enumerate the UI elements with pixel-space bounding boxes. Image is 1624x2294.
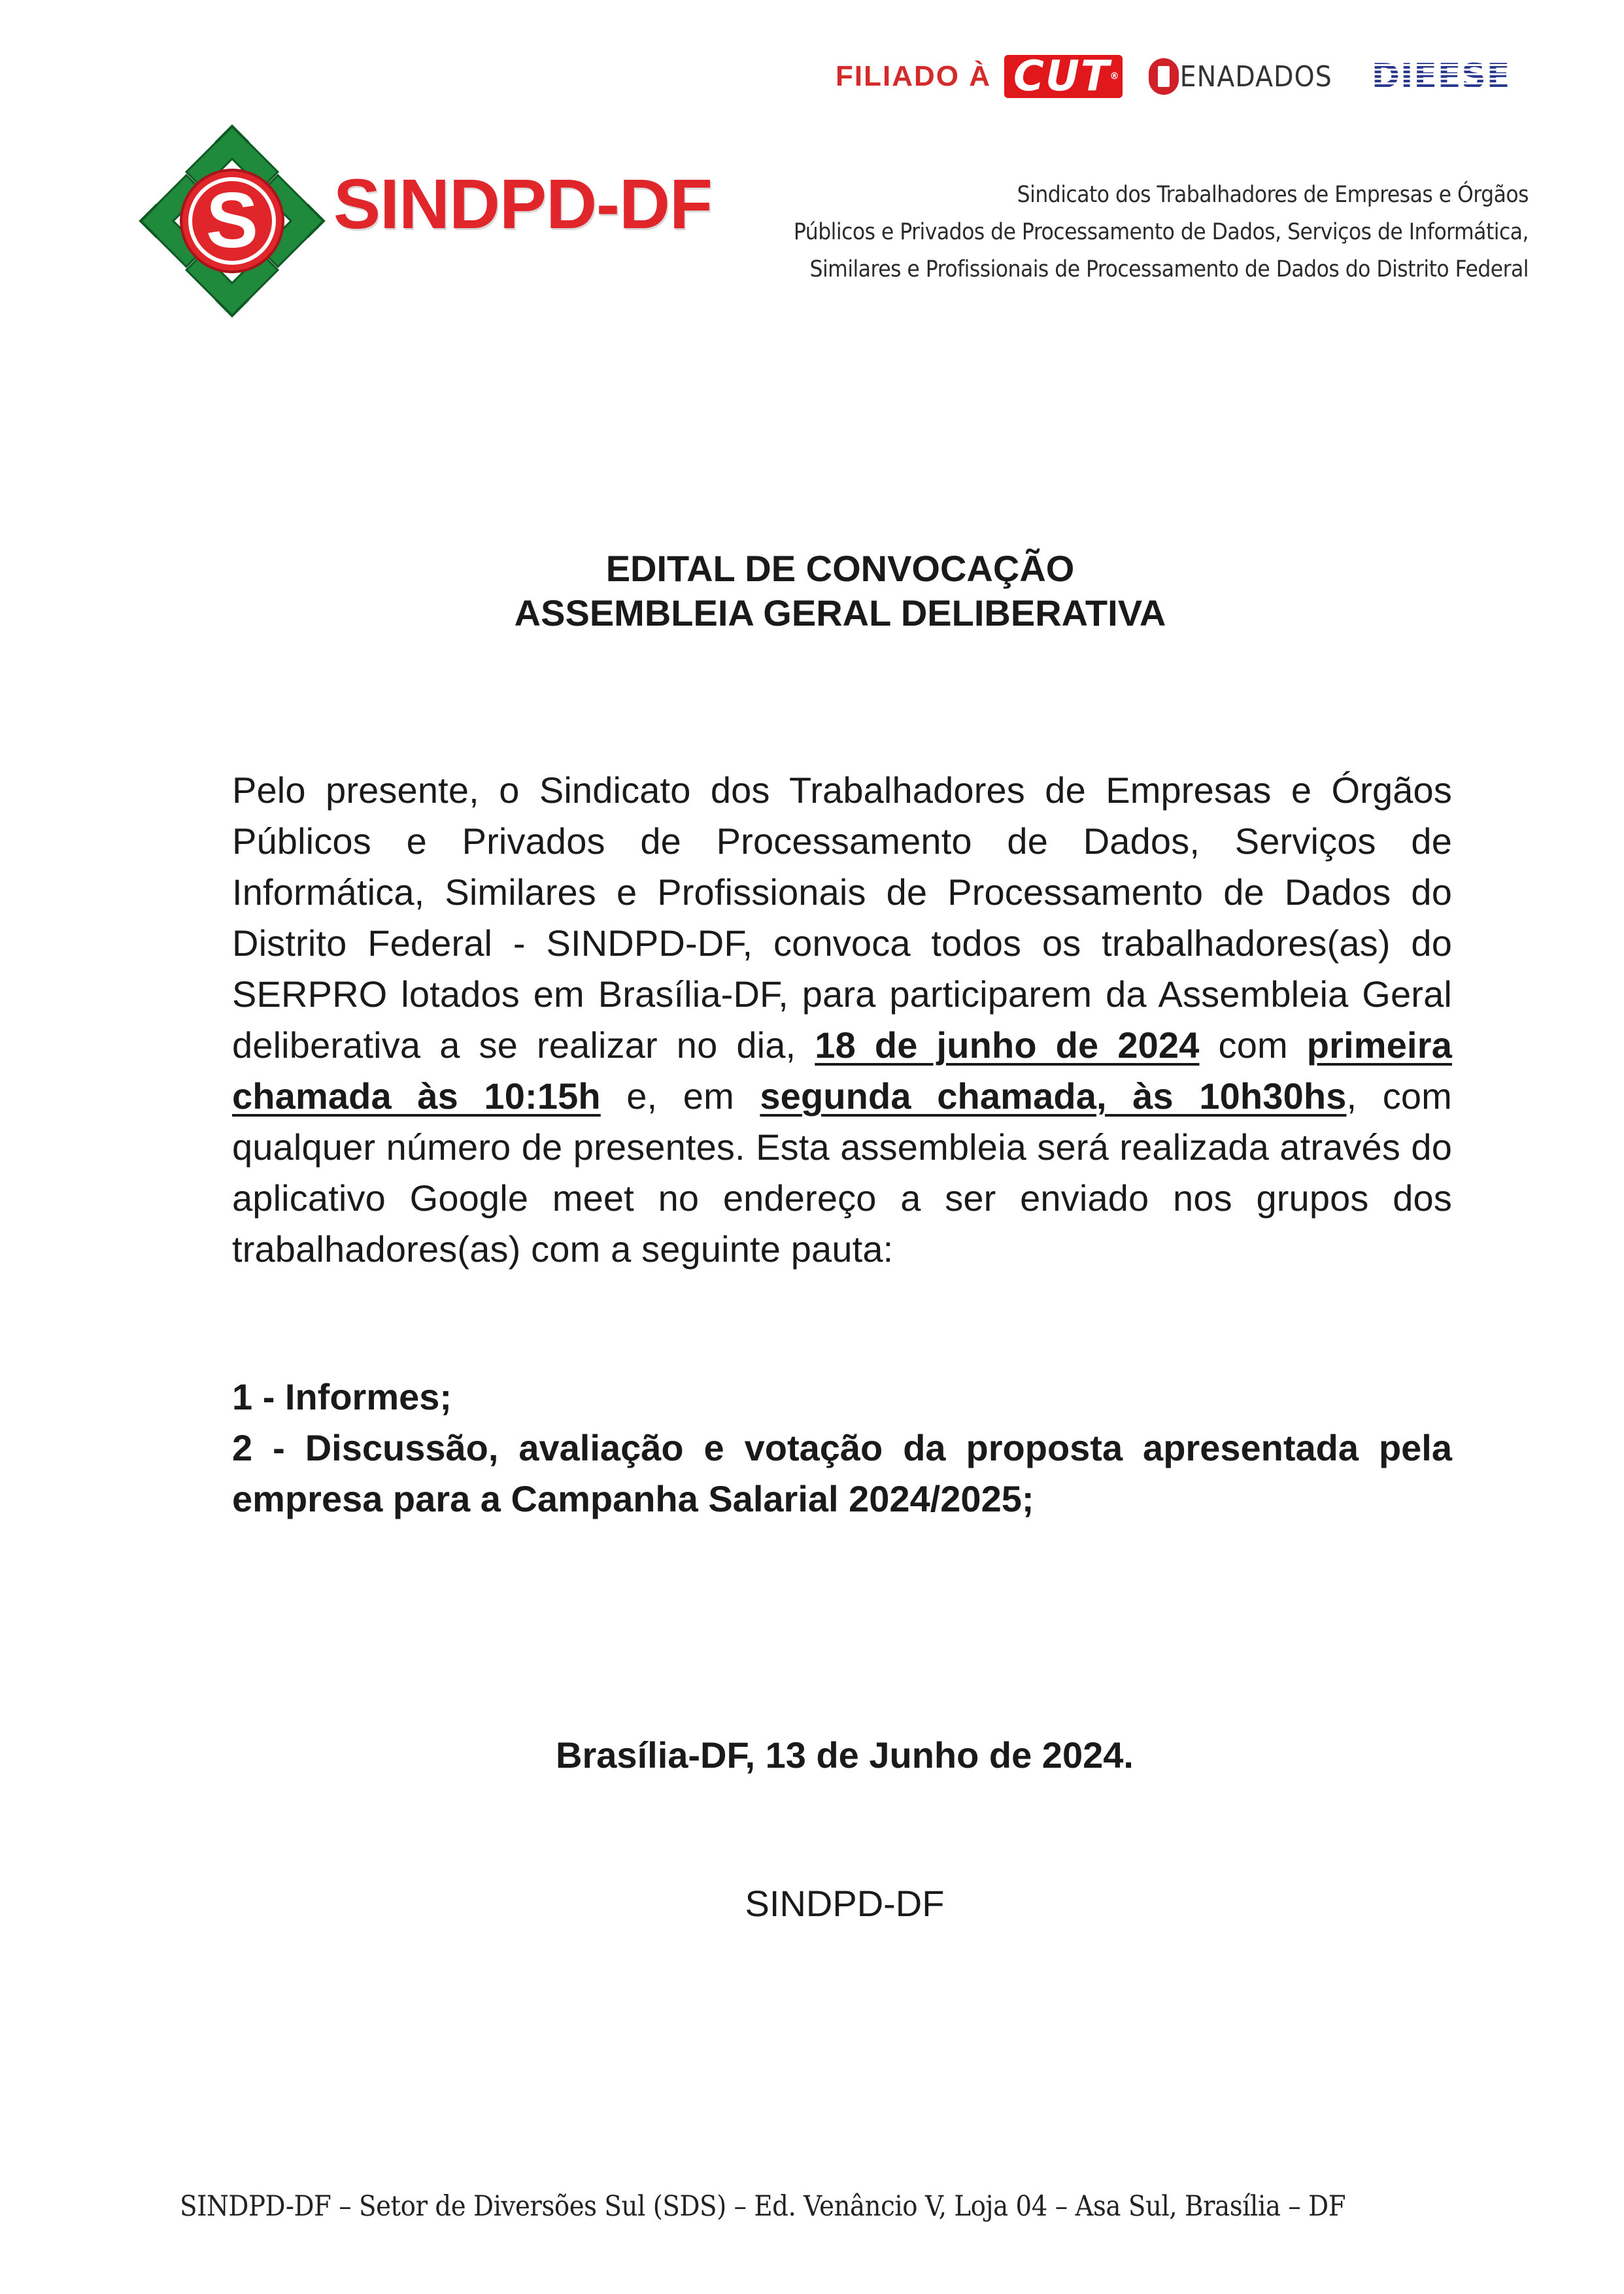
cut-logo [1004,52,1123,101]
fenadados-f-icon [1149,58,1179,95]
sindpd-logo [137,123,713,319]
agenda-item: 2 - Discussão, avaliação e votação da proposta apresentada pela empresa para a Campanha Salarial 2024/2025; [232,1427,1452,1519]
cut-registered-mark: ® [1109,71,1121,82]
signature: SINDPD-DF [745,1883,945,1924]
place-and-date: Brasília-DF, 13 de Junho de 2024. [556,1734,1134,1776]
body-text: Pelo presente, o Sindicato dos Trabalhadores de Empresas e Órgãos Públicos e Privados de Processamento de Dados, Serviços de Informática, Similares e Profissionais de Processamento de Dados do Distrito Federal - SINDPD-DF, convoca todos os trabalhadores(as) do SERPRO lotados em Brasília-DF, para participarem da Assembleia Geral deliberativa a se realizar no dia, [232,769,1452,1066]
cut-logo-text: CUT [1013,52,1111,101]
description-line: Similares e Profissionais de Processamento de Dados do Distrito Federal [809,256,1529,282]
footer-text: SINDPD-DF – Setor de Diversões Sul (SDS) – Ed. Venâncio V, Loja 04 – Asa Sul, Brasília – DF [180,2190,1346,2223]
agenda-list [232,1372,1452,1525]
title-line-1: EDITAL DE CONVOCAÇÃO [605,548,1075,589]
dieese-logo: DIEESE [1371,57,1511,96]
agenda-item: 1 - Informes; [232,1376,452,1417]
first-call-time: primeira chamada às 10:15h [232,1024,1452,1117]
sindpd-emblem-icon [137,123,327,319]
svg-text:S: S [205,177,259,264]
document-title [0,547,1624,635]
title-line-2: ASSEMBLEIA GERAL DELIBERATIVA [514,592,1166,633]
fenadados-logo [1149,58,1332,95]
affiliation-label: FILIADO À [836,60,991,92]
body-text: com [1199,1024,1307,1066]
footer-address [0,2187,1624,2226]
body-text: e, em [600,1075,760,1117]
brand-name: SINDPD-DF [333,164,712,243]
second-call-time: segunda chamada, às 10h30hs [760,1075,1347,1117]
convocation-paragraph [232,765,1452,1275]
affiliation-logos [836,51,1561,102]
fenadados-logo-text: ENADADOS [1179,59,1332,93]
body-text: , com qualquer número de presentes. Esta assembleia será realizada através do aplicativo Google meet no endereço a ser enviado nos grupos dos trabalhadores(as) com a seguinte pauta: [232,1075,1452,1270]
description-line: Públicos e Privados de Processamento de Dados, Serviços de Informática, [793,219,1529,245]
organization-description [679,177,1529,288]
description-line: Sindicato dos Trabalhadores de Empresas e Órgãos [1017,182,1529,208]
meeting-date: 18 de junho de 2024 [815,1024,1200,1066]
